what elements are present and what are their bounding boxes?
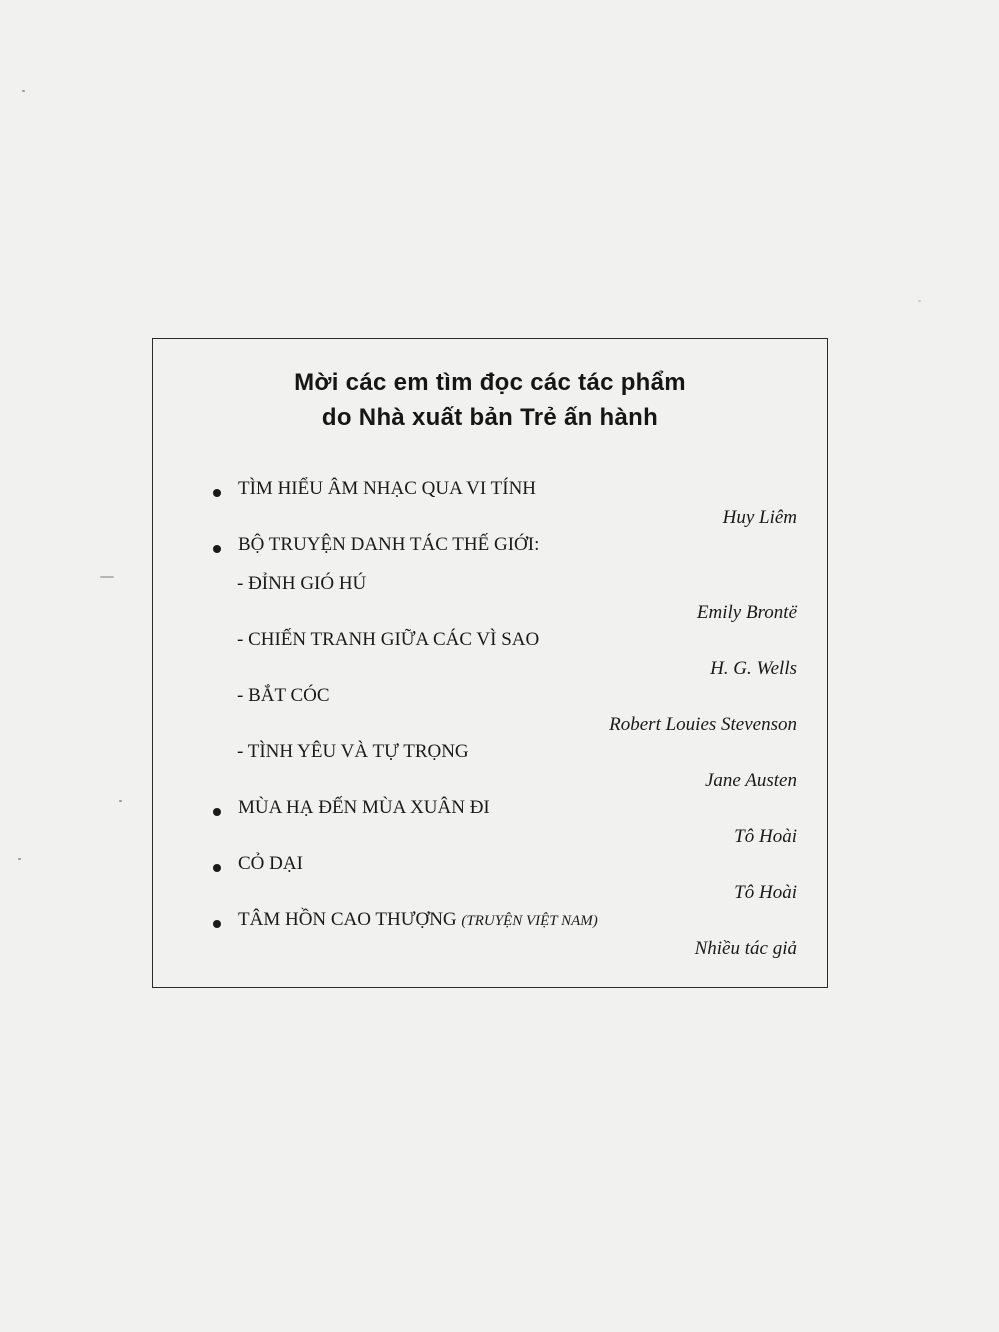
book-title: - BẮT CÓC: [237, 685, 330, 706]
book-author: Robert Louies Stevenson: [609, 714, 797, 735]
scan-speck: [22, 90, 25, 92]
book-title: - ĐỈNH GIÓ HÚ: [237, 573, 367, 594]
scan-speck: [18, 858, 21, 860]
bullet-icon: [213, 864, 221, 872]
book-author: H. G. Wells: [710, 658, 797, 679]
book-tag: (TRUYỆN VIỆT NAM): [461, 913, 598, 929]
book-title: TÂM HỒN CAO THƯỢNG: [238, 909, 457, 930]
book-title: - TÌNH YÊU VÀ TỰ TRỌNG: [237, 741, 469, 762]
book-author: Tô Hoài: [734, 882, 797, 903]
book-title: TÌM HIỂU ÂM NHẠC QUA VI TÍNH: [238, 478, 537, 499]
heading-line-1: Mời các em tìm đọc các tác phẩm: [294, 369, 686, 396]
bullet-icon: [213, 920, 221, 928]
book-author: Emily Brontë: [696, 602, 797, 623]
bullet-icon: [213, 489, 221, 497]
heading-line-2: do Nhà xuất bản Trẻ ấn hành: [321, 404, 659, 431]
book-author: Jane Austen: [705, 770, 797, 791]
book-author: Nhiều tác giả: [694, 938, 797, 959]
series-title: BỘ TRUYỆN DANH TÁC THẾ GIỚI:: [238, 534, 540, 555]
book-author: Huy Liêm: [722, 507, 797, 528]
book-title: CỎ DẠI: [238, 853, 303, 874]
scan-speck: [100, 576, 114, 578]
book-title: MÙA HẠ ĐẾN MÙA XUÂN ĐI: [238, 797, 490, 818]
book-author: Tô Hoài: [734, 826, 797, 847]
scan-speck: [918, 300, 921, 302]
book-list-box: [152, 338, 828, 988]
book-title-row: [238, 909, 598, 931]
scan-speck: [119, 800, 122, 802]
bullet-icon: [213, 808, 221, 816]
book-title: - CHIẾN TRANH GIỮA CÁC VÌ SAO: [237, 629, 540, 650]
bullet-icon: [213, 545, 221, 553]
